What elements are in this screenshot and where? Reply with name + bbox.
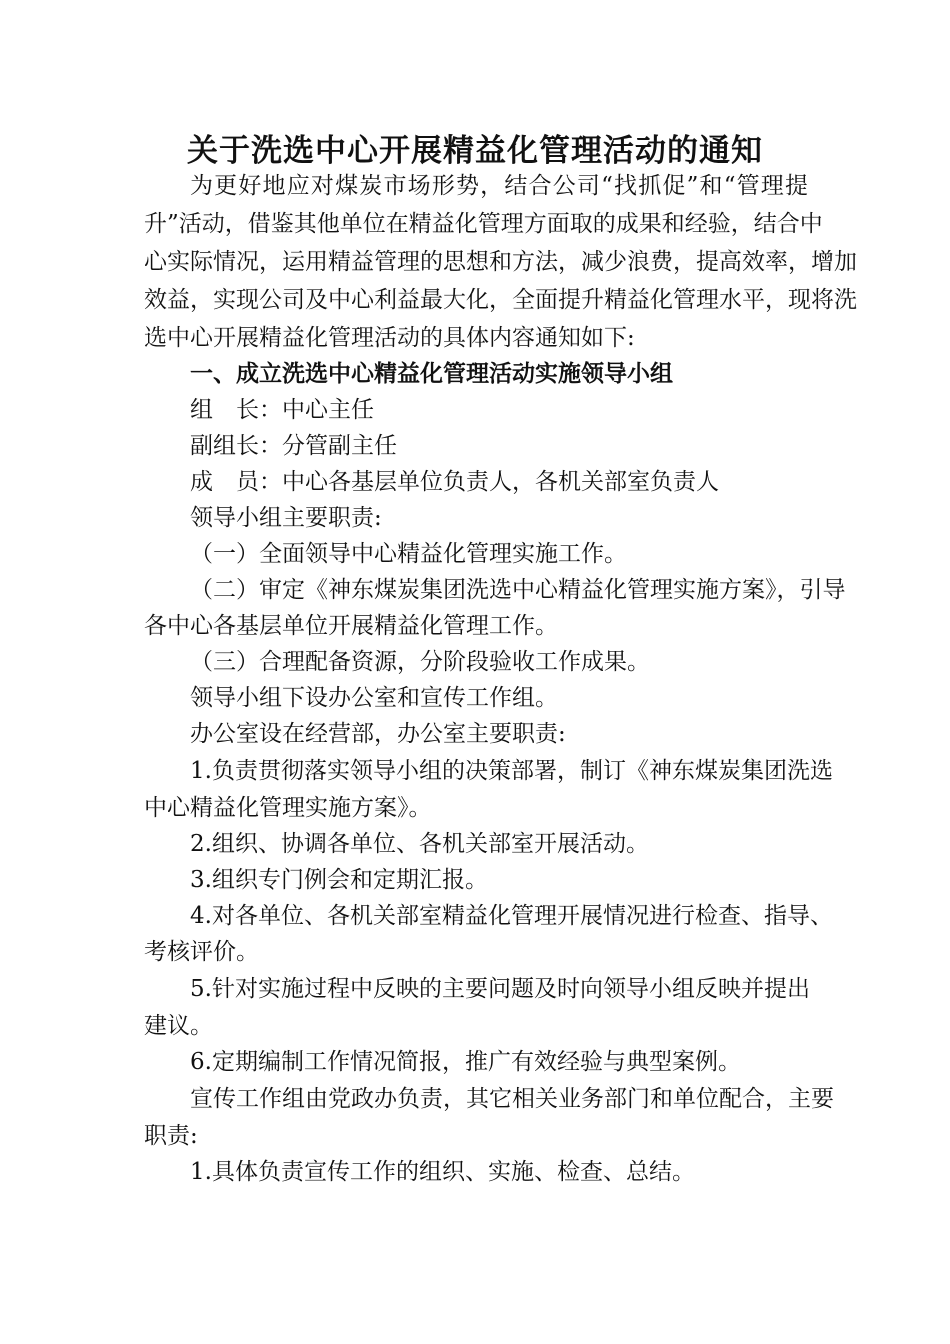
intro-line-5: 选中心开展精益化管理活动的具体内容通知如下: [144,325,635,351]
duty-2-line-2: 各中心各基层单位开展精益化管理工作。 [144,613,558,639]
duty-3: （三）合理配备资源，分阶段验收工作成果。 [190,649,650,675]
duty-1: （一）全面领导中心精益化管理实施工作。 [190,541,627,567]
deputy-line: 副组长：分管副主任 [190,433,397,459]
section-heading-1: 一、成立洗选中心精益化管理活动实施领导小组 [190,360,673,387]
intro-line-4: 效益，实现公司及中心利益最大化，全面提升精益化管理水平，现将洗 [144,287,857,313]
members-line: 成 员：中心各基层单位负责人，各机关部室负责人 [190,469,719,495]
publicity-line-1: 宣传工作组由党政办负责，其它相关业务部门和单位配合，主要 [190,1086,834,1112]
intro-line-1: 为更好地应对煤炭市场形势，结合公司“找抓促”和“管理提 [190,173,808,199]
office-duty-5-line-1: 5.针对实施过程中反映的主要问题及时向领导小组反映并提出 [190,976,810,1002]
office-duty-5-line-2: 建议。 [144,1013,213,1039]
office-duty-1-line-1: 1.负责贯彻落实领导小组的决策部署，制订《神东煤炭集团洗选 [190,758,833,784]
publicity-duty-1: 1.具体负责宣传工作的组织、实施、检查、总结。 [190,1159,695,1185]
publicity-line-2: 职责: [144,1123,198,1149]
office-duty-3: 3.组织专门例会和定期汇报。 [190,867,488,893]
duty-2-line-1: （二）审定《神东煤炭集团洗选中心精益化管理实施方案》，引导 [190,577,846,603]
document-title: 关于洗选中心开展精益化管理活动的通知 [187,133,763,169]
office-duty-4-line-2: 考核评价。 [144,939,259,965]
duties-label: 领导小组主要职责: [190,505,382,531]
intro-line-3: 心实际情况，运用精益管理的思想和方法，减少浪费，提高效率，增加 [144,249,857,275]
subgroups-line: 领导小组下设办公室和宣传工作组。 [190,685,558,711]
office-duty-4-line-1: 4.对各单位、各机关部室精益化管理开展情况进行检查、指导、 [190,903,833,929]
office-duty-2: 2.组织、协调各单位、各机关部室开展活动。 [190,831,649,857]
office-duty-6: 6.定期编制工作情况简报，推广有效经验与典型案例。 [190,1049,741,1075]
office-intro: 办公室设在经营部，办公室主要职责: [190,721,566,747]
office-duty-1-line-2: 中心精益化管理实施方案》。 [144,795,432,821]
leader-line: 组 长：中心主任 [190,397,374,423]
intro-line-2: 升”活动，借鉴其他单位在精益化管理方面取的成果和经验，结合中 [144,211,823,237]
